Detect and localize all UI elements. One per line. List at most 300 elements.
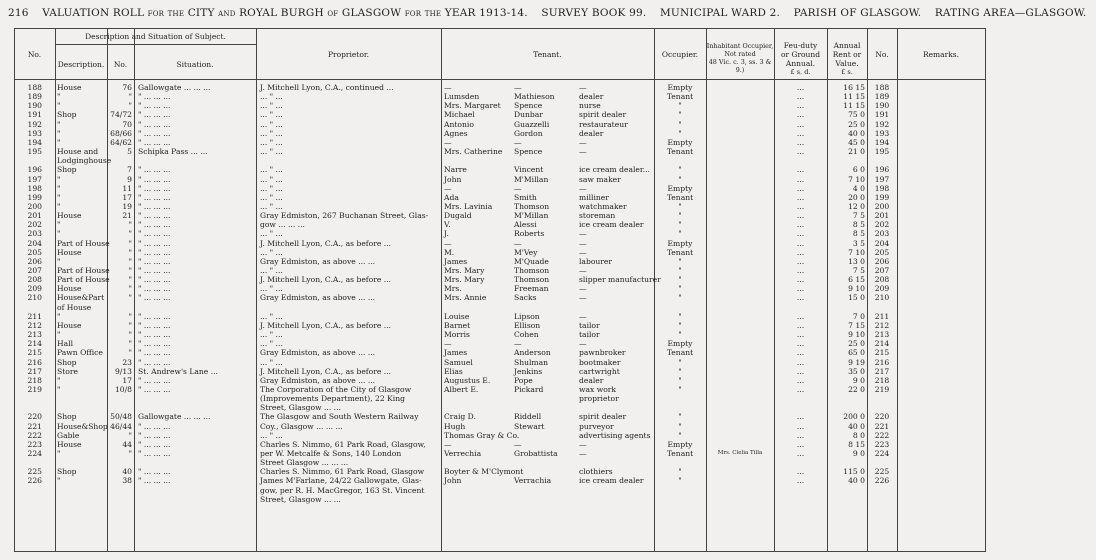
row-number: 190 [27,101,42,111]
feu-duty-cell: ... [796,439,805,449]
tenant-trade: ice cream dealer... [579,165,650,175]
street-number-cell: " [128,284,132,294]
proprietor-cell: J. Mitchell Lyon, C.A., as before ... [260,366,391,376]
proprietor-cell: Gray Edmiston, as above ... ... [260,348,376,358]
rule [55,28,56,552]
proprietor-cell: ... " ... [260,201,283,211]
rent-cell: 15 0 [848,293,865,303]
tenant-surname: Ellison [514,320,541,330]
tenant-first-name: Mrs. Catherine [444,147,503,157]
tenant-surname: Alessi [514,220,537,230]
proprietor-cell: ... " ... [260,247,283,257]
street-number-cell: 44 [122,439,132,449]
feu-duty-cell: ... [796,449,805,458]
survey-book: SURVEY BOOK 99. [541,7,647,19]
tenant-first-name: Craig D. [444,412,476,422]
street-number-cell: 76 [122,83,132,92]
rule [867,28,868,552]
situation-cell: " ... ... ... [138,421,171,431]
col-rent [827,41,867,77]
tenant-first-name: — [444,83,452,92]
feu-duty-cell: ... [796,137,805,147]
row-number: 202 [27,220,42,230]
row-number: 201 [27,211,42,221]
street-number-cell: 38 [122,476,132,486]
tenant-first-name: Mrs. Mary [444,275,485,285]
proprietor-cell: (Improvements Department), 22 King [260,394,405,404]
description-cell: Shop [57,110,77,120]
proprietor-cell: ... " ... [260,339,283,349]
row-number-right: 218 [874,375,890,385]
tenant-first-name: Morris [444,330,470,340]
situation-cell: " ... ... ... [138,339,171,349]
description-cell: House [57,247,82,257]
col-proprietor: Proprietor. [327,50,370,59]
tenant-trade: tailor [579,320,600,330]
situation-cell: " ... ... ... [138,183,171,193]
tenant-surname: Thomson [514,266,550,275]
occupier-cell: " [678,101,682,111]
tenant-first-name: Mrs. Mary [444,266,485,275]
tenant-first-name: John [444,174,462,184]
description-cell: " [57,137,61,147]
tenant-surname: M'Quade [514,256,549,266]
description-cell: House&Part [57,293,105,303]
col-occupier: Occupier. [661,50,699,59]
feu-duty-cell: ... [796,476,805,486]
tenant-first-name: Mrs. [444,284,462,294]
col-feu-units: £ s. d. [790,68,811,76]
row-number: 222 [27,430,42,440]
occupier-cell: Empty [667,238,693,248]
rent-cell: 8 0 [852,430,865,440]
proprietor-cell: Gray Edmiston, as above ... ... [260,293,376,303]
row-number: 217 [27,366,42,376]
feu-duty-cell: ... [796,128,805,138]
tenant-surname: Smith [514,192,537,202]
feu-duty-cell: ... [796,220,805,230]
valuation-table [14,28,986,552]
col-inhabitant-line2: Not rated [724,50,756,58]
situation-cell: " ... ... ... [138,174,171,184]
rule [14,28,15,552]
row-number-right: 204 [874,238,890,248]
occupier-cell: " [678,284,682,294]
street-number-cell: 23 [122,357,132,367]
situation-cell: " ... ... ... [138,293,171,303]
rent-cell: 6 0 [852,165,865,175]
rule [654,28,655,552]
street-number-cell: " [128,256,132,266]
occupier-cell: " [678,467,682,477]
feu-duty-cell: ... [796,339,805,349]
occupier-cell: " [678,293,682,303]
occupier-cell: Empty [667,183,693,193]
row-number: 198 [27,183,42,193]
row-number: 189 [27,92,42,102]
street-number-cell: " [128,275,132,285]
occupier-cell: " [678,384,682,394]
tenant-trade: restaurateur [579,119,628,129]
col-inhabitant-line1: Inhabitant Occupier, [706,42,774,50]
col-feu-line1: Feu-duty [783,41,818,50]
feu-duty-cell: ... [796,101,805,111]
tenant-first-name: James [444,256,468,266]
tenant-first-name: Mrs. Margaret [444,101,501,111]
feu-duty-cell: ... [796,238,805,248]
description-cell: " [57,101,61,111]
col-description: Description. [57,60,105,69]
proprietor-cell: ... " ... [260,110,283,120]
situation-cell: Schipka Pass ... ... [138,147,208,157]
description-cell: " [57,128,61,138]
col-no-right: No. [875,50,889,59]
occupier-cell: " [678,110,682,120]
occupier-cell: " [678,256,682,266]
row-number: 224 [27,449,42,458]
occupier-cell: Tenant [666,92,694,102]
proprietor-cell: James M'Farlane, 24/22 Gallowgate, Glas- [260,476,422,486]
row-number-right: 202 [874,220,890,230]
col-rent-line3: Value. [835,59,859,68]
street-number-cell: " [128,247,132,257]
situation-cell: " ... ... ... [138,467,171,477]
row-number: 188 [27,83,42,92]
row-number: 208 [27,275,42,285]
rent-cell: 9 10 [848,284,865,294]
row-number: 196 [27,165,42,175]
situation-cell: " ... ... ... [138,275,171,285]
rent-cell: 8 5 [852,220,865,230]
tenant-surname: — [514,339,522,349]
row-number-right: 210 [874,293,890,303]
occupier-cell: Empty [667,439,693,449]
rent-cell: 7 0 [852,311,865,321]
street-number-cell: " [128,330,132,340]
tenant-trade: — [579,137,587,147]
rent-cell: 7 10 [848,174,865,184]
tenant-first-name: Barnet [444,320,471,330]
situation-cell: " ... ... ... [138,165,171,175]
feu-duty-cell: ... [796,293,805,303]
situation-cell: Gallowgate ... ... ... [138,412,211,422]
row-number-right: 191 [874,110,890,120]
tenant-surname: — [514,238,522,248]
rent-cell: 75 0 [848,110,865,120]
occupier-cell: Empty [667,137,693,147]
row-number-right: 194 [874,137,890,147]
row-number: 203 [27,229,42,239]
row-number-right: 222 [874,430,890,440]
tenant-trade: — [579,449,587,458]
tenant-first-name: Mrs. Annie [444,293,487,303]
proprietor-cell: ... " ... [260,119,283,129]
rent-cell: 35 0 [848,366,865,376]
page-number: 216 [8,7,29,19]
street-number-cell: " [128,311,132,321]
row-number-right: 217 [874,366,890,376]
feu-duty-cell: ... [796,229,805,239]
rent-cell: 9 19 [848,357,865,367]
proprietor-cell: Gray Edmiston, as above ... ... [260,256,376,266]
occupier-cell: " [678,412,682,422]
description-cell: " [57,449,61,458]
street-number-cell: " [128,101,132,111]
rent-cell: 7 5 [852,211,865,221]
street-number-cell: 64/62 [110,137,132,147]
situation-cell: " ... ... ... [138,128,171,138]
feu-duty-cell: ... [796,256,805,266]
street-number-cell: 11 [122,183,132,193]
tenant-surname: Grobattista [514,449,558,458]
row-number-right: 213 [874,330,890,340]
col-feu-line2: or Ground [780,50,821,59]
description-cell: Gable [57,430,80,440]
roll-title: VALUATION ROLL for the CITY and ROYAL BURGH of GLASGOW for the YEAR 1913-14. [42,7,528,19]
tenant-first-name: John [444,476,462,486]
proprietor-cell: J. Mitchell Lyon, C.A., as before ... [260,275,391,285]
rule [256,28,257,552]
street-number-cell: " [128,339,132,349]
occupier-cell: " [678,211,682,221]
row-number-right: 201 [874,211,890,221]
row-number: 194 [27,137,42,147]
description-cell: House [57,83,82,92]
situation-cell: " ... ... ... [138,101,171,111]
street-number-cell: 68/66 [110,128,132,138]
occupier-cell: " [678,119,682,129]
feu-duty-cell: ... [796,183,805,193]
occupier-cell: Tenant [666,348,694,358]
tenant-surname: — [514,137,522,147]
situation-cell: " ... ... ... [138,137,171,147]
description-cell: Shop [57,357,77,367]
situation-cell: " ... ... ... [138,92,171,102]
proprietor-cell: ... " ... [260,165,283,175]
tenant-trade: proprietor [579,394,619,404]
tenant-trade: storeman [579,211,616,221]
row-number: 215 [27,348,42,358]
occupier-cell: Empty [667,339,693,349]
tenant-first-name: Hugh [444,421,466,431]
tenant-trade: — [579,439,587,449]
row-number-right: 216 [874,357,890,367]
proprietor-cell: J. Mitchell Lyon, C.A., as before ... [260,320,391,330]
rule [55,44,256,45]
row-number-right: 220 [874,412,890,422]
tenant-trade: ice cream dealer [579,220,644,230]
tenant-surname: Mathieson [514,92,555,102]
proprietor-cell: ... " ... [260,357,283,367]
description-cell: House [57,211,82,221]
feu-duty-cell: ... [796,275,805,285]
rent-cell: 8 15 [848,439,865,449]
feu-duty-cell: ... [796,211,805,221]
feu-duty-cell: ... [796,320,805,330]
situation-cell: " ... ... ... [138,247,171,257]
row-number-right: 207 [874,266,890,275]
feu-duty-cell: ... [796,375,805,385]
street-number-cell: " [128,348,132,358]
rent-cell: 9 0 [852,375,865,385]
feu-duty-cell: ... [796,174,805,184]
rent-cell: 3 5 [852,238,865,248]
col-rent-units: £ s. [841,68,853,76]
rule [827,28,828,552]
description-cell: Part of House [57,275,110,285]
feu-duty-cell: ... [796,384,805,394]
col-no: No. [27,50,42,59]
situation-cell: " ... ... ... [138,110,171,120]
rent-cell: 25 0 [848,339,865,349]
street-number-cell: 5 [127,147,132,157]
tenant-first-name: M. [444,247,455,257]
tenant-trade: — [579,266,587,275]
tenant-first-name: Narre [444,165,467,175]
proprietor-cell: The Glasgow and South Western Railway [260,412,419,422]
occupier-cell: Tenant [666,147,694,157]
situation-cell: " ... ... ... [138,320,171,330]
rating-area: RATING AREA—GLASGOW. [934,7,1087,19]
occupier-cell: Empty [667,83,693,92]
situation-cell: " ... ... ... [138,449,171,458]
proprietor-cell: J. Mitchell Lyon, C.A., as before ... [260,238,391,248]
situation-cell: " ... ... ... [138,348,171,358]
tenant-surname: — [514,439,522,449]
street-number-cell: 70 [122,119,132,129]
tenant-first-name: — [444,339,452,349]
street-number-cell: 46/44 [110,421,132,431]
occupier-cell: " [678,275,682,285]
col-description-group: Description and Situation of Subject. [85,32,226,41]
situation-cell: " ... ... ... [138,192,171,202]
row-number-right: 211 [874,311,890,321]
situation-cell: " ... ... ... [138,266,171,275]
tenant-surname: Thomson [514,201,550,211]
description-cell: " [57,384,61,394]
tenant-trade: — [579,147,587,157]
occupier-cell: " [678,201,682,211]
row-number-right: 192 [874,119,890,129]
tenant-trade: — [579,311,587,321]
tenant-trade: — [579,183,587,193]
situation-cell: St. Andrew's Lane ... [138,366,218,376]
row-number-right: 212 [874,320,890,330]
parish: PARISH OF GLASGOW. [793,7,922,19]
occupier-cell: " [678,229,682,239]
feu-duty-cell: ... [796,201,805,211]
description-cell: House&Shop [57,421,108,431]
rule [897,28,898,552]
rent-cell: 25 0 [848,119,865,129]
row-number-right: 215 [874,348,890,358]
tenant-trade: wax work [579,384,617,394]
occupier-cell: " [678,421,682,431]
feu-duty-cell: ... [796,467,805,477]
description-cell: House [57,320,82,330]
rent-cell: 45 0 [848,137,865,147]
row-number-right: 209 [874,284,890,294]
tenant-surname: Pickard [514,384,544,394]
tenant-trade: labourer [579,256,613,266]
rent-cell: 40 0 [848,128,865,138]
row-number: 207 [27,266,42,275]
tenant-surname: Shulman [514,357,549,367]
rent-cell: 7 5 [852,266,865,275]
rent-cell: 6 15 [848,275,865,285]
feu-duty-cell: ... [796,247,805,257]
feu-duty-cell: ... [796,366,805,376]
rule [14,28,986,29]
description-cell: " [57,183,61,193]
proprietor-cell: ... " ... [260,101,283,111]
tenant-surname: Lipson [514,311,540,321]
description-cell: " [57,201,61,211]
tenant-trade: — [579,293,587,303]
tenant-first-name: Michael [444,110,475,120]
tenant-first-name: Elias [444,366,463,376]
rent-cell: 65 0 [848,348,865,358]
proprietor-cell: per W. Metcalfe & Sons, 140 London [260,449,402,458]
tenant-trade: cartwright [579,366,620,376]
tenant-surname: — [514,183,522,193]
occupier-cell: Tenant [666,449,694,458]
occupier-cell: Tenant [666,192,694,202]
proprietor-cell: ... " ... [260,147,283,157]
rule [14,79,986,80]
tenant-trade: — [579,284,587,294]
tenant-trade: purveyor [579,421,614,431]
col-rent-line2: Rent or [832,50,862,59]
rule [774,28,775,552]
row-number-right: 226 [874,476,890,486]
street-number-cell: " [128,266,132,275]
tenant-first-name: Antonio [444,119,474,129]
feu-duty-cell: ... [796,430,805,440]
tenant-first-name: — [444,183,452,193]
feu-duty-cell: ... [796,83,805,92]
rent-cell: 9 10 [848,330,865,340]
row-number: 218 [27,375,42,385]
occupier-cell: " [678,330,682,340]
tenant-trade: advertising agents [579,430,651,440]
description-cell: of House [57,302,92,312]
tenant-first-name: Lumsden [444,92,480,102]
tenant-first-name: Samuel [444,357,473,367]
description-cell: Part of House [57,238,110,248]
situation-cell: " ... ... ... [138,311,171,321]
tenant-surname: Freeman [514,284,549,294]
situation-cell: " ... ... ... [138,357,171,367]
tenant-trade: pawnbroker [579,348,626,358]
occupier-cell: " [678,128,682,138]
row-number: 214 [27,339,42,349]
tenant-trade: — [579,339,587,349]
col-feu-line3: Annual. [785,59,816,68]
feu-duty-cell: ... [796,357,805,367]
tenant-surname: Riddell [514,412,542,422]
tenant-first-name: James [444,348,468,358]
feu-duty-cell: ... [796,284,805,294]
street-number-cell: " [128,92,132,102]
tenant-trade: — [579,238,587,248]
street-number-cell: 10/8 [114,384,132,394]
occupier-cell: " [678,375,682,385]
tenant-surname: Thomson [514,275,550,285]
rule [706,28,707,552]
tenant-surname: Jenkins [514,366,543,376]
tenant-first-name: — [444,137,452,147]
